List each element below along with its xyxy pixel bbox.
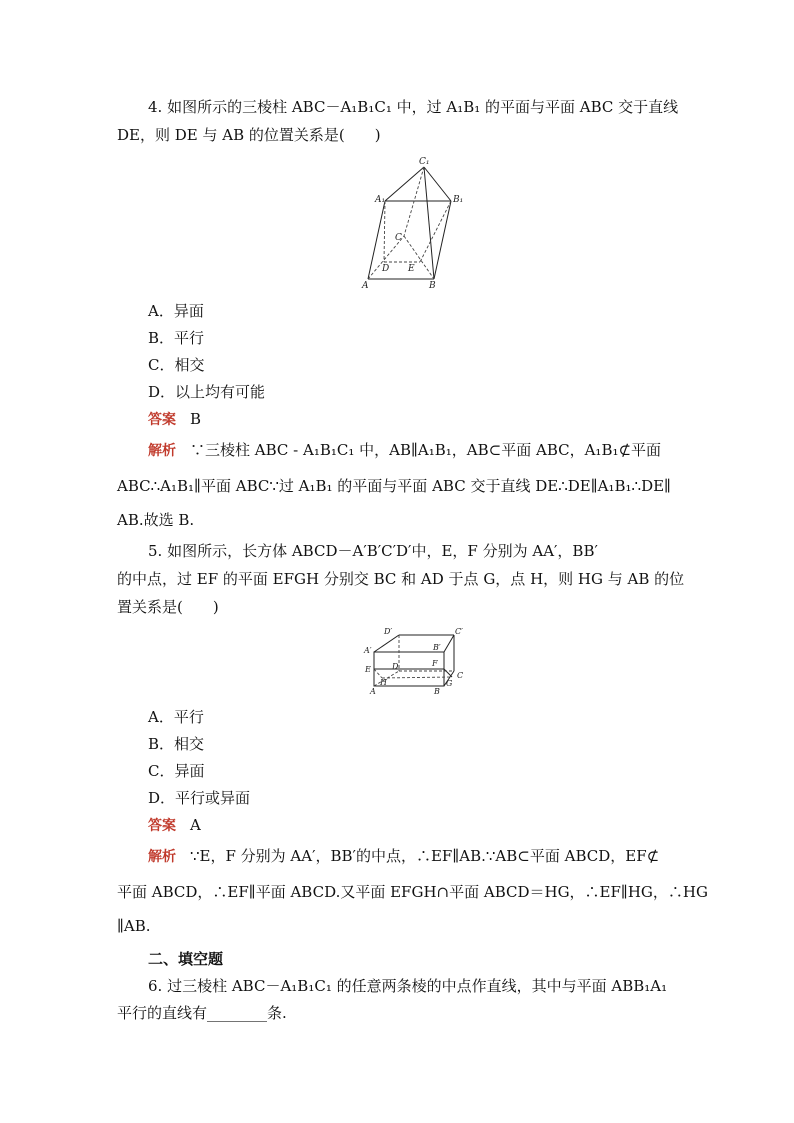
q4-option-d: D．以上均有可能	[148, 383, 266, 401]
q5-stem-line3: 置关系是( )	[117, 598, 219, 616]
q5-label-g: G	[446, 679, 453, 688]
q5-label-dp: D′	[384, 627, 393, 636]
q4-analysis-line3: AB.故选 B.	[117, 511, 195, 529]
q4-answer-row	[148, 409, 201, 430]
q5-label-ap: A′	[364, 646, 372, 655]
section-title-fill-in: 二、填空题	[148, 950, 224, 968]
q5-label-cp: C′	[455, 627, 463, 636]
q4-analysis-row	[148, 440, 661, 461]
q5-answer-row	[148, 815, 201, 836]
q4-analysis-line1: ∵三棱柱 ABC - A₁B₁C₁ 中，AB∥A₁B₁，AB⊂平面 ABC，A₁B₁⊄平面	[190, 441, 662, 459]
q5-label-b: B	[434, 687, 440, 696]
q5-option-c: C．异面	[148, 762, 205, 780]
q4-option-a: A．异面	[148, 302, 204, 320]
q5-option-d: D．平行或异面	[148, 789, 251, 807]
q4-option-c: C．相交	[148, 356, 205, 374]
q4-label-e: E	[408, 264, 415, 274]
q4-prism-figure	[358, 150, 468, 290]
q4-label-c1: C₁	[419, 157, 430, 167]
q5-label-a: A	[370, 687, 376, 696]
q5-cuboid-figure	[362, 624, 468, 696]
q6-stem-line1: 6. 过三棱柱 ABC－A₁B₁C₁ 的任意两条棱的中点作直线，其中与平面 ABB₁A₁	[148, 977, 668, 995]
q4-stem-line1: 4. 如图所示的三棱柱 ABC－A₁B₁C₁ 中，过 A₁B₁ 的平面与平面 ABC 交于直线	[148, 98, 679, 116]
q5-analysis-line3: ∥AB.	[117, 917, 151, 935]
q5-analysis-line2: 平面 ABCD，∴EF∥平面 ABCD.又平面 EFGH∩平面 ABCD＝HG，∴EF∥HG，∴HG	[117, 883, 708, 901]
q5-analysis-row	[148, 846, 659, 867]
q5-analysis-label: 解析	[148, 849, 176, 865]
q4-label-b: B	[429, 281, 436, 290]
q5-option-b: B．相交	[148, 735, 205, 753]
q4-analysis-label: 解析	[148, 443, 176, 459]
q5-label-f: F	[432, 659, 438, 668]
q4-answer-value: B	[190, 410, 202, 428]
q6-stem-line2: 平行的直线有________条.	[117, 1004, 287, 1022]
q5-label-d: D	[392, 662, 399, 671]
q5-analysis-line1: ∵E，F 分别为 AA′，BB′的中点，∴EF∥AB.∵AB⊂平面 ABCD，EF⊄	[190, 847, 660, 865]
q4-label-c: C	[395, 233, 402, 243]
q5-label-e: E	[365, 665, 371, 674]
q5-stem-line2: 的中点，过 EF 的平面 EFGH 分别交 BC 和 AD 于点 G，点 H，则 HG 与 AB 的位	[117, 570, 685, 588]
q4-label-d: D	[382, 264, 390, 274]
q5-answer-value: A	[190, 816, 201, 834]
q5-label-h: H	[380, 678, 387, 687]
q4-analysis-line2: ABC∴A₁B₁∥平面 ABC∵过 A₁B₁ 的平面与平面 ABC 交于直线 DE∴DE∥A₁B₁∴DE∥	[117, 477, 671, 495]
q5-option-a: A．平行	[148, 708, 204, 726]
q5-label-c: C	[457, 671, 464, 680]
q5-stem-line1: 5. 如图所示，长方体 ABCD－A′B′C′D′中，E，F 分别为 AA′，BB′	[148, 542, 598, 560]
q4-answer-label: 答案	[148, 412, 176, 428]
q4-option-b: B．平行	[148, 329, 205, 347]
q4-label-b1: B₁	[453, 195, 464, 205]
q4-label-a1: A₁	[375, 195, 386, 205]
q4-label-a: A	[362, 281, 369, 290]
q5-label-bp: B′	[433, 643, 441, 652]
q5-answer-label: 答案	[148, 818, 176, 834]
q4-stem-line2: DE，则 DE 与 AB 的位置关系是( )	[117, 126, 381, 144]
